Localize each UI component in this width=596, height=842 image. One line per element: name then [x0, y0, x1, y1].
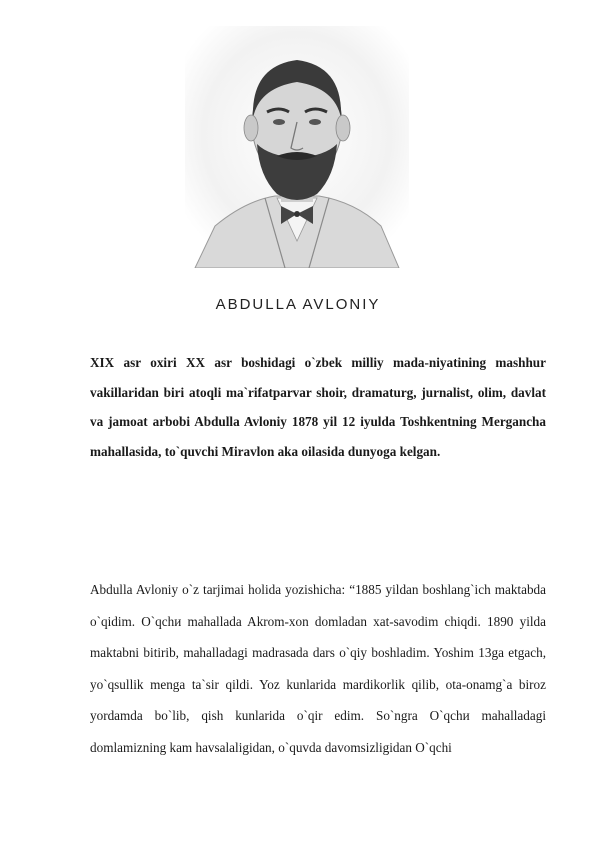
portrait-image [185, 26, 409, 268]
page-title: ABDULLA AVLONIY [215, 296, 381, 313]
intro-paragraph: XIX asr oxiri XX asr boshidagi o`zbek milliy mada-niyatining mashhur vakillaridan biri atoqli ma`rifatparvar shoir, dramaturg, jurnalist, olim, davlat va jamoat arbobi Abdulla Avloniy 1878 yil 12 iyulda Toshkentning Mergancha mahallasida, to`quvchi Miravlon aka oilasida dunyoga kelgan. [90, 355, 546, 459]
body-paragraph: Abdulla Avloniy o`z tarjimai holida yozishicha: “1885 yildan boshlang`ich maktabda o`qidim. O`qchи mahallada Akrom-xon domladan xat-savodim chiqdi. 1890 yilda maktabni bitirib, mahalladagi madrasada dars o`qiy boshladim. Yoshim 13ga etgach, yo`qsullik menga ta`sir qildi. Yoz kunlarida mardikorlik qilib, ota-onamg`a biroz yordamda bo`lib, qish kunlarida o`qir edim. So`ngra O`qchи mahalladagi domlamizning kam havsalaligidan, o`quvda davomsizligidan O`qchi [90, 582, 546, 755]
